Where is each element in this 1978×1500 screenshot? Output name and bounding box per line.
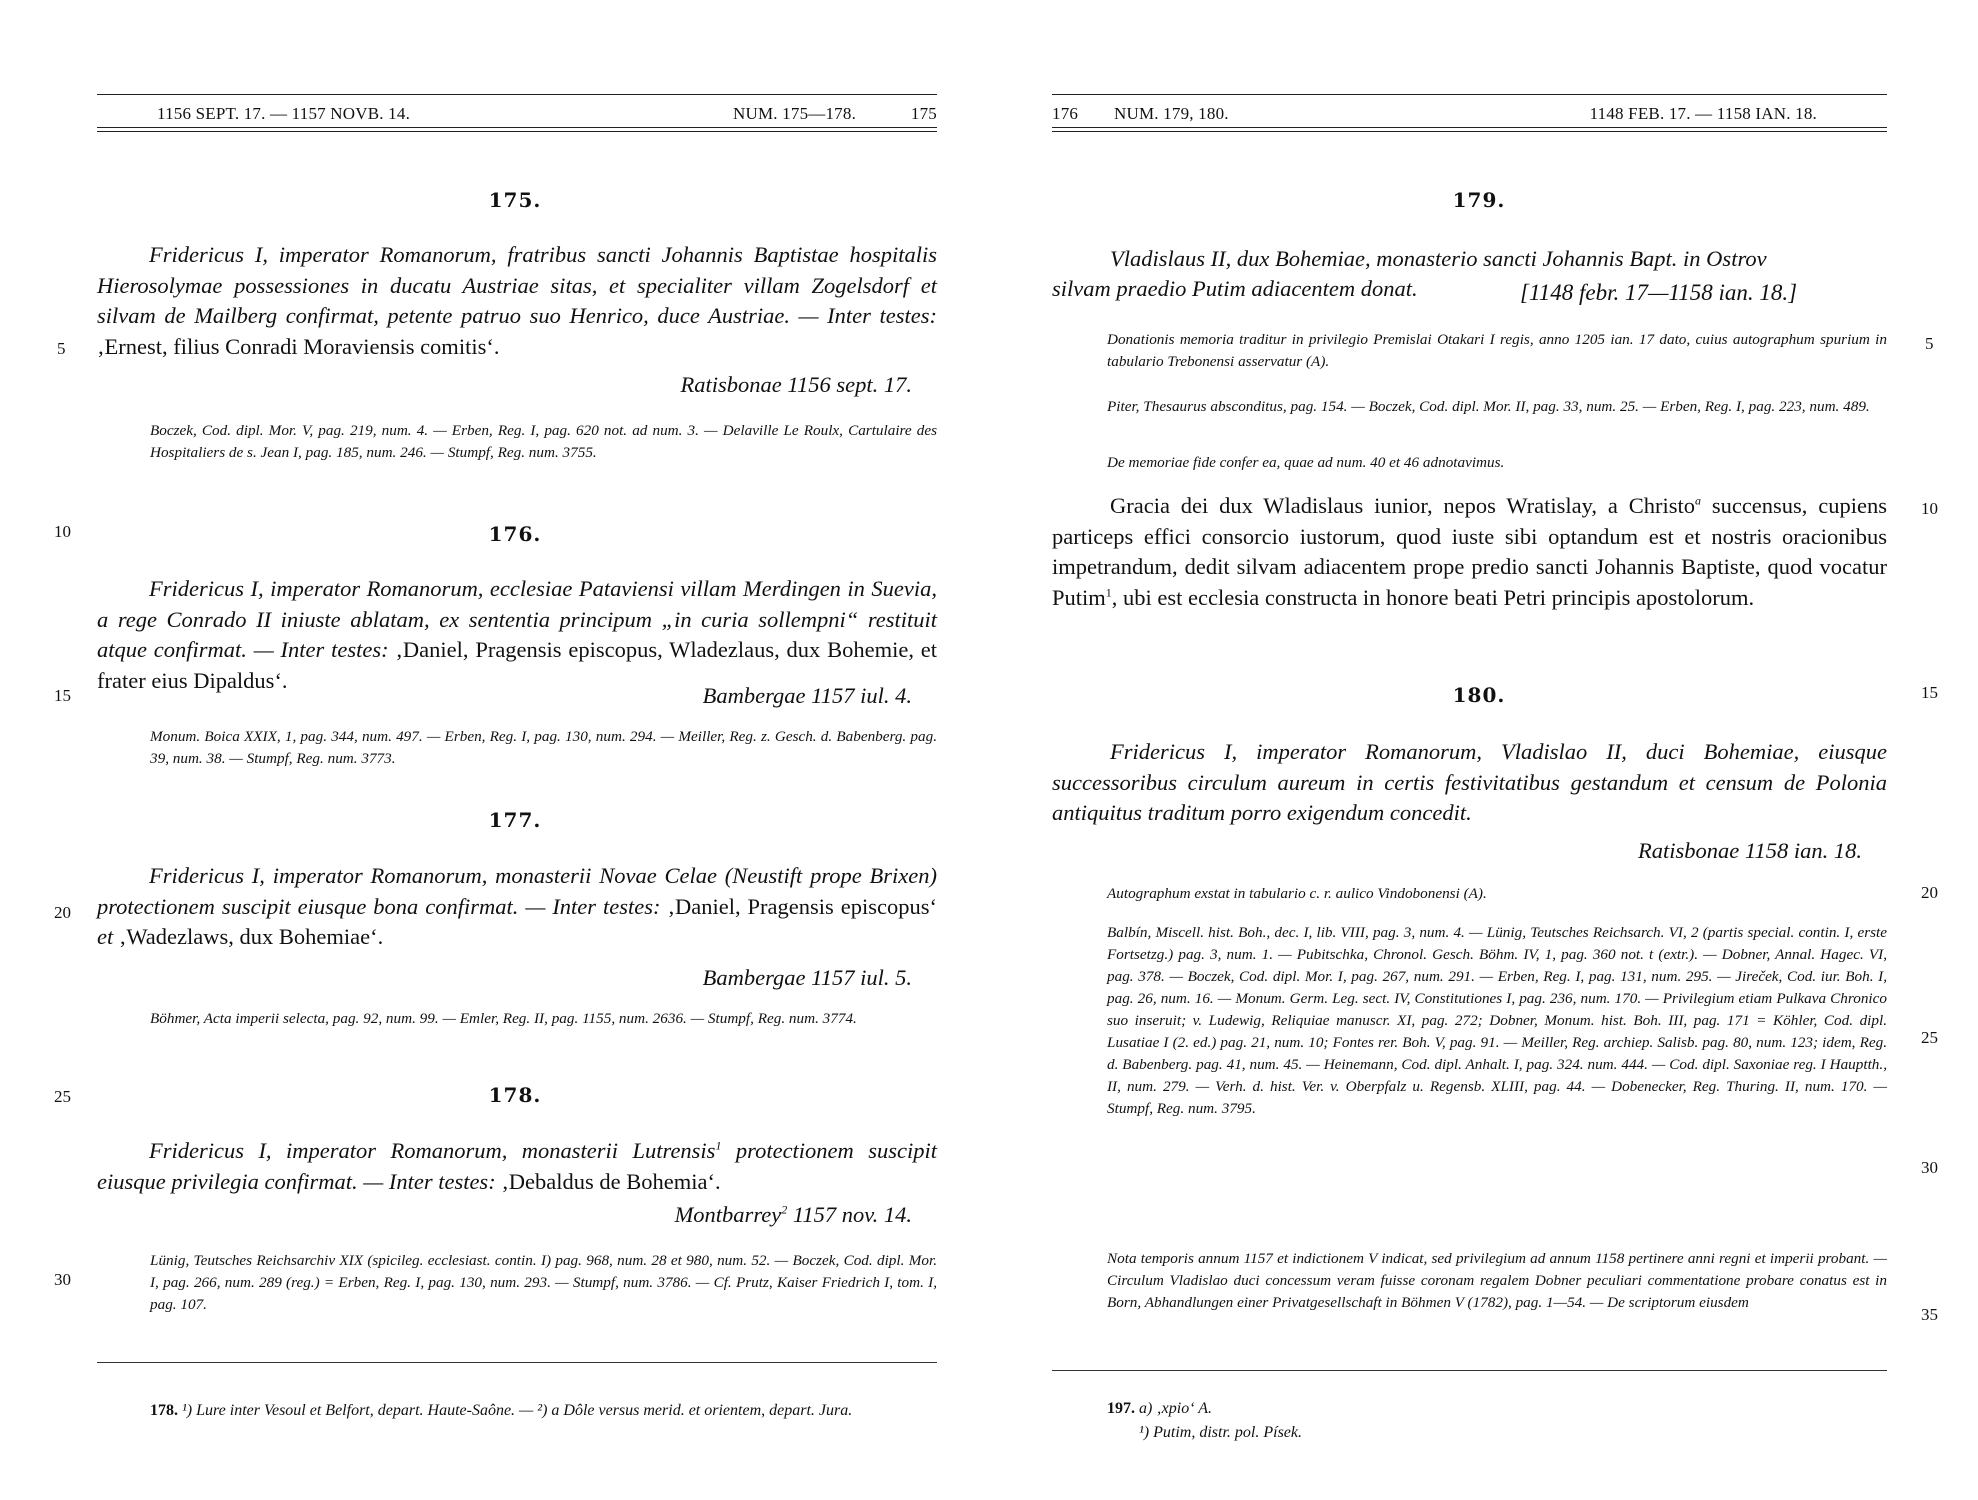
charter-text: Gracia dei dux Wladislaus iunior, nepos Wratislay, a Christo$^a$ succensus, cupiens particeps effici consorcio iustorum, quod iuste sibi optandum est et nostris oracionibus impetrandum, dedit silvam adiacentem prope predio sancti Johannis Baptiste, quod vocatur Putim$^1$, ubi est ecclesia constructa in honore beati Petri principis apostolorum. <box>1052 493 1887 610</box>
page-number: 175 <box>910 104 937 123</box>
header-date-range: 1156 SEPT. 17. — 1157 NOVB. 14. <box>157 104 411 123</box>
place-date: Montbarrey$^2$ 1157 nov. 14. <box>674 1202 912 1227</box>
running-header <box>97 94 937 132</box>
references: Donationis memoria traditur in privilegio Premislai Otakari I regis, anno 1205 ian. 17 dato, cuius autographum spurium in tabulario Trebonensi asservatur (A). <box>1107 331 1887 370</box>
place-date: Bambergae 1157 iul. 4. <box>702 683 912 708</box>
witness-quote: ‚Daniel, Pragensis episcopus, Wladezlaus, dux Bohemie, et frater eius Dipaldus‘. <box>97 637 937 693</box>
header-date-range: 1148 FEB. 17. — 1158 IAN. 18. <box>1589 104 1817 123</box>
footnote-label: 178. <box>150 1402 178 1419</box>
footnote-marker: 1 <box>1105 585 1112 599</box>
right-page <box>989 0 1978 1500</box>
date-bracket: [1148 febr. 17—1158 ian. 18.] <box>1520 280 1798 305</box>
references: Piter, Thesaurus absconditus, pag. 154. — Boczek, Cod. dipl. Mor. II, pag. 33, num. 25. — Erben, Reg. I, pag. 223, num. 489. <box>1107 398 1870 415</box>
document-summary: Vladislaus II, dux Bohemiae, monasterio sancti Johannis Bapt. in Ostrov silvam praedio Putim adiacentem donat. [1148 febr. 17—1158 ian. 18.] <box>1052 244 1887 304</box>
document-number: 178. <box>488 1083 542 1107</box>
running-header <box>1052 94 1887 132</box>
references: Monum. Boica XXIX, 1, pag. 344, num. 497. — Erben, Reg. I, pag. 130, num. 294. — Meiller, Reg. z. Gesch. d. Babenberg. pag. 39, num. 38. — Stumpf, Reg. num. 3773. <box>150 728 937 767</box>
header-doc-range: NUM. 175—178. <box>733 104 857 123</box>
references: Nota temporis annum 1157 et indictionem V indicat, sed privilegium ad annum 1158 pertinere anni regni et imperii probant. — Circulum Vladislao duci concessum veram fuisse coronam regalem Dobner peculiari commentatione probare conatus est in Born, Abhandlungen einer Privatgesellschaft in Böhmen V (1782), pag. 1—54. — De scriptorum eiusdem <box>1107 1250 1887 1311</box>
document-summary: Fridericus I, imperator Romanorum, ecclesiae Pataviensi villam Merdingen in Suevia, a rege Conrado II iniuste ablatam, ex sententia principum „in curia sollempni“ restituit atque confirmat. — Inter testes: ‚Daniel, Pragensis episcopus, Wladezlaus, dux Bohemie, et frater eius Dipaldus‘. <box>97 576 937 693</box>
references: De memoriae fide confer ea, quae ad num. 40 et 46 adnotavimus. <box>1107 454 1505 471</box>
place-date: Ratisbonae 1156 sept. 17. <box>680 372 912 397</box>
document-number: 177. <box>488 808 542 832</box>
references: Autographum exstat in tabulario c. r. aulico Vindobonensi (A). <box>1107 885 1487 902</box>
header-doc-range: NUM. 179, 180. <box>1114 104 1229 123</box>
document-summary: Fridericus I, imperator Romanorum, monasterii Lutrensis$^1$ protectionem suscipit eiusque privilegia confirmat. — Inter testes: ‚Debaldus de Bohemia‘. <box>97 1138 937 1194</box>
references: Balbín, Miscell. hist. Boh., dec. I, lib. VIII, pag. 3, num. 4. — Lünig, Teutsches Reichsarch. VI, 2 (partis special. contin. I, erste Fortsetzg.) pag. 3, num. 1. — Pubitschka, Chronol. Gesch. Böhm. IV, 1, pag. 360 not. t (extr.). — Dobner, Annal. Hagec. VI, pag. 378. — Boczek, Cod. dipl. Mor. I, pag. 267, num. 291. — Erben, Reg. I, pag. 131, num. 295. — Jireček, Cod. iur. Boh. I, pag. 26, num. 16. — Monum. Germ. Leg. sect. IV, Constitutiones I, pag. 236, num. 170. — Privilegium etiam Pulkava Chronico suo inseruit; v. Ludewig, Reliquiae manuscr. XI, pag. 272; Dobner, Monum. hist. Boh. III, pag. 171 = Köhler, Cod. dipl. Lusatiae I (2. ed.) pag. 21, num. 10; Fontes rer. Boh. V, pag. 91. — Meiller, Reg. archiep. Salisb. pag. 80, num. 123; idem, Reg. d. Babenberg. pag. 41, num. 45. — Heinemann, Cod. dipl. Anhalt. I, pag. 324. num. 444. — Cod. dipl. Saxoniae reg. I Hauptth., II, num. 279. — Verh. d. hist. Ver. v. Oberpfalz u. Regensb. XLIII, pag. 44. — Dobenecker, Reg. Thuring. II, num. 170. — Stumpf, Reg. num. 3795. <box>1107 924 1887 1117</box>
line-number: 25 <box>1921 1028 1938 1047</box>
line-number: 35 <box>1921 1305 1938 1324</box>
line-number: 25 <box>54 1087 71 1106</box>
document-summary: Fridericus I, imperator Romanorum, Vladislao II, duci Bohemiae, eiusque successoribus circulum aureum in certis festivitatibus gestandum et censum de Polonia antiquitus traditum porro exigendum concedit. <box>1052 739 1887 825</box>
line-number: 20 <box>1921 883 1938 902</box>
references: Lünig, Teutsches Reichsarchiv XIX (spicileg. ecclesiast. contin. I) pag. 968, num. 28 et 980, num. 52. — Boczek, Cod. dipl. Mor. I, pag. 266, num. 289 (reg.) = Erben, Reg. I, pag. 130, num. 293. — Stumpf, num. 3786. — Cf. Prutz, Kaiser Friedrich I, tom. I, pag. 107. <box>150 1252 937 1313</box>
document-summary: Fridericus I, imperator Romanorum, fratribus sancti Johannis Baptistae hospitalis Hierosolymae possessiones in ducatu Austriae sitas, et specialiter villam Zogelsdorf et silvam de Mailberg confirmat, petente patruo suo Henrico, duce Austriae. — Inter testes: ‚Ernest, filius Conradi Moraviensis comitis‘. <box>97 242 937 359</box>
footnote-label: 197. <box>1107 1400 1135 1417</box>
witness-quote: ‚Ernest, filius Conradi Moraviensis comitis‘. <box>97 333 500 359</box>
witness-quote: ‚Wadezlaws, dux Bohemiae‘. <box>118 924 384 949</box>
page-number: 176 <box>1052 104 1079 123</box>
footnote: 197. a) ‚xpio‘ A. ¹) Putim, distr. pol. Písek. <box>1107 1400 1303 1441</box>
references: Böhmer, Acta imperii selecta, pag. 92, num. 99. — Emler, Reg. II, pag. 1155, num. 2636. — Stumpf, Reg. num. 3774. <box>150 1010 857 1027</box>
witness-quote: ‚Debaldus de Bohemia‘. <box>495 1168 721 1194</box>
line-number: 20 <box>54 903 71 922</box>
place-date: Ratisbonae 1158 ian. 18. <box>1638 838 1862 863</box>
line-number: 30 <box>1921 1158 1938 1177</box>
footnote-divider <box>97 1362 937 1363</box>
line-number: 10 <box>1921 499 1938 518</box>
footnote: 178. ¹) Lure inter Vesoul et Belfort, depart. Haute-Saône. — ²) a Dôle versus merid. et orientem, depart. Jura. <box>150 1402 853 1419</box>
line-number: 5 <box>1925 334 1934 353</box>
document-number: 175. <box>488 188 542 212</box>
line-number: 10 <box>54 522 71 541</box>
line-number: 15 <box>1921 683 1938 702</box>
witness-quote: ‚Daniel, Pragensis episcopus‘ <box>660 893 937 919</box>
document-number: 179. <box>1452 188 1506 212</box>
footnote-marker: 1 <box>715 1138 722 1153</box>
footnote-marker: a <box>1694 493 1701 508</box>
line-number: 15 <box>54 686 71 705</box>
references: Boczek, Cod. dipl. Mor. V, pag. 219, num. 4. — Erben, Reg. I, pag. 620 not. ad num. 3. — Delaville Le Roulx, Cartulaire des Hospitaliers de s. Jean I, pag. 185, num. 246. — Stumpf, Reg. num. 3755. <box>150 422 937 461</box>
line-number: 5 <box>57 339 66 358</box>
line-number: 30 <box>54 1270 71 1289</box>
document-number: 176. <box>488 522 542 546</box>
footnote-marker: 2 <box>781 1202 788 1217</box>
document-number: 180. <box>1452 683 1506 707</box>
place-date: Bambergae 1157 iul. 5. <box>702 965 912 990</box>
footnote-divider <box>1052 1370 1887 1371</box>
document-summary: Fridericus I, imperator Romanorum, monasterii Novae Celae (Neustift prope Brixen) protectionem suscipit eiusque bona confirmat. — Inter testes: ‚Daniel, Pragensis episcopus‘ et ‚Wadezlaws, dux Bohemiae‘. <box>97 863 937 949</box>
